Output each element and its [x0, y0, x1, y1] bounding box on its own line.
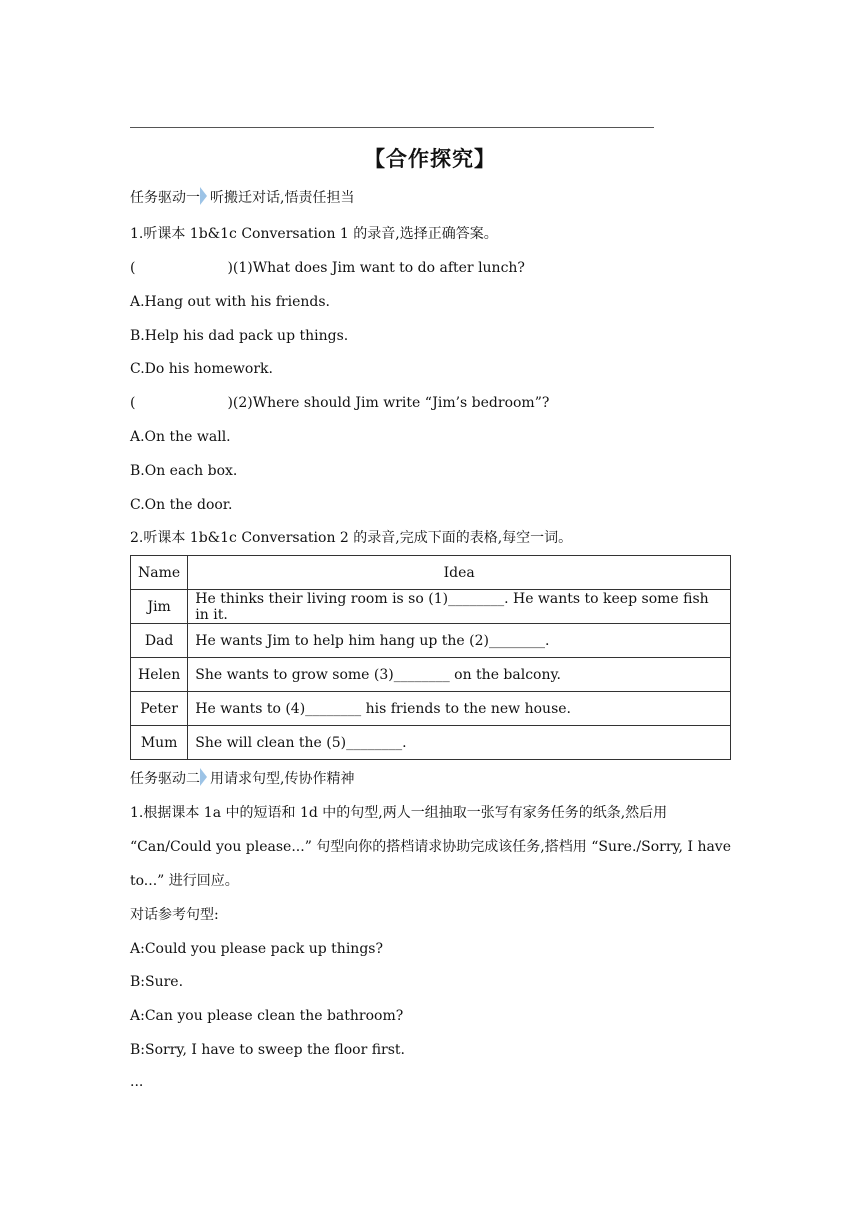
question-text: )(2)Where should Jim write “Jim’s bedroom”? [227, 395, 550, 411]
cell-idea: She wants to grow some (3)________ on the balcony. [188, 658, 731, 692]
task2-title-prefix: 任务驱动二 [130, 771, 200, 787]
task2-title-text: 用请求句型,传协作精神 [210, 771, 355, 787]
table-row [131, 624, 731, 658]
option: C.Do his homework. [130, 361, 273, 377]
section-title: 【合作探究】 [364, 147, 496, 171]
task1-q2-intro: 2.听课本 1b&1c Conversation 2 的录音,完成下面的表格,每空一词。 [130, 530, 573, 546]
table-row [131, 692, 731, 726]
task1-title-text: 听搬迁对话,悟责任担当 [210, 190, 355, 206]
cell-idea: She will clean the (5)________. [188, 726, 731, 760]
option: A.On the wall. [130, 429, 231, 445]
cell-name: Mum [131, 726, 188, 760]
arrow-icon [200, 768, 207, 786]
task1-q1-intro: 1.听课本 1b&1c Conversation 1 的录音,选择正确答案。 [130, 226, 498, 242]
dialogue-line: A:Could you please pack up things? [130, 941, 383, 957]
dialogue-line: B:Sure. [130, 974, 184, 990]
question-text: )(1)What does Jim want to do after lunch? [227, 260, 525, 276]
header-name: Name [131, 556, 188, 590]
question-1-1 [130, 258, 525, 278]
arrow-icon [200, 187, 207, 205]
task2-q1-line1: 1.根据课本 1a 中的短语和 1d 中的句型,两人一组抽取一张写有家务任务的纸条,然后用 [130, 805, 668, 821]
cell-name: Helen [131, 658, 188, 692]
top-rule [130, 127, 654, 128]
answer-paren-open: ( [130, 395, 136, 411]
cell-idea: He wants Jim to help him hang up the (2)________. [188, 624, 731, 658]
cell-name: Jim [131, 590, 188, 624]
question-1-2 [130, 393, 549, 413]
option: B.Help his dad pack up things. [130, 328, 349, 344]
task1-title [130, 188, 354, 208]
cell-idea: He thinks their living room is so (1)________. He wants to keep some fish in it. [188, 590, 731, 624]
dialogue-line: B:Sorry, I have to sweep the floor first. [130, 1042, 406, 1058]
task2-q1-line3: to...” 进行回应。 [130, 873, 239, 889]
reference-title: 对话参考句型: [130, 907, 219, 923]
table-row [131, 590, 731, 624]
option: B.On each box. [130, 463, 238, 479]
header-idea: Idea [188, 556, 731, 590]
cell-name: Dad [131, 624, 188, 658]
idea-table [130, 555, 731, 760]
cell-idea: He wants to (4)________ his friends to the new house. [188, 692, 731, 726]
option: A.Hang out with his friends. [130, 294, 330, 310]
task1-title-prefix: 任务驱动一 [130, 190, 200, 206]
table-header-row [131, 556, 731, 590]
cell-name: Peter [131, 692, 188, 726]
task2-title [130, 769, 354, 789]
dialogue-line: A:Can you please clean the bathroom? [130, 1008, 404, 1024]
answer-paren-open: ( [130, 260, 136, 276]
option: C.On the door. [130, 497, 233, 513]
table-row [131, 726, 731, 760]
dialogue-ellipsis: ... [130, 1074, 144, 1090]
task2-q1-line2: “Can/Could you please...” 句型向你的搭档请求协助完成该任务,搭档用 “Sure./Sorry, I have [130, 839, 732, 855]
table-row [131, 658, 731, 692]
